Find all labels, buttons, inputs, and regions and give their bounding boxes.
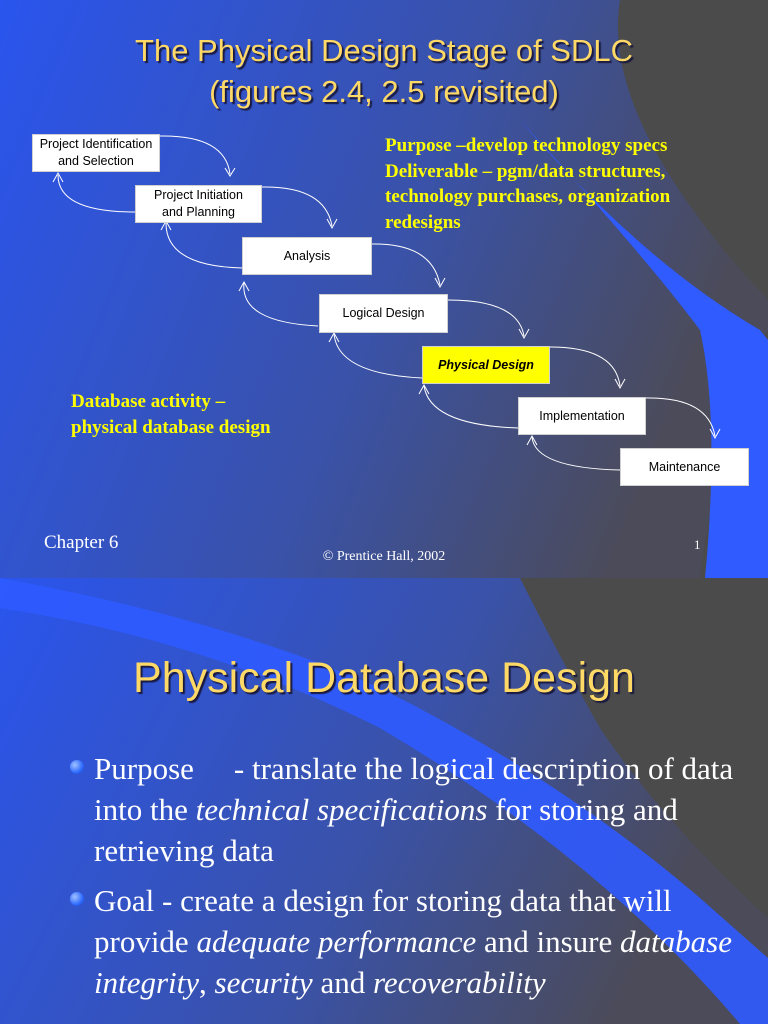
- bullet-list: [70, 748, 750, 1012]
- title-line-2: (figures 2.4, 2.5 revisited): [209, 74, 559, 109]
- stage-analysis: [242, 237, 372, 275]
- purpose-line: Purpose –develop technology specs: [385, 135, 668, 156]
- stage-physical-design: [422, 346, 550, 384]
- bullet-emphasis: database integrity: [94, 924, 732, 1000]
- bullet-text: and insure: [476, 924, 621, 959]
- stage-label: and Planning: [162, 205, 235, 219]
- stage-label: Analysis: [283, 248, 331, 263]
- page-number: 1: [694, 537, 701, 552]
- title-line-1: The Physical Design Stage of SDLC: [135, 33, 633, 68]
- purpose-line: redesigns: [385, 211, 461, 233]
- purpose-line: Deliverable – pgm/data structures,: [385, 160, 666, 182]
- stage-label: and Selection: [58, 154, 134, 168]
- stage-label: Maintenance: [648, 459, 721, 474]
- footer-chapter: Chapter 6: [44, 532, 119, 553]
- stage-label: Physical Design: [438, 357, 534, 372]
- stage-label: Logical Design: [342, 306, 425, 320]
- stage-logical-design: [319, 294, 448, 333]
- bullet-text: Goal - create a design for storing data that will provide: [94, 883, 672, 959]
- activity-line: physical database design: [71, 416, 271, 438]
- bullet-emphasis: adequate performance: [196, 924, 477, 959]
- bullet-text: - translate the logical description of data into the: [94, 751, 734, 827]
- bullet-emphasis: recoverability: [372, 965, 546, 1000]
- purpose-line: technology purchases, organization: [385, 186, 671, 207]
- activity-line: Database activity –: [71, 391, 226, 412]
- bullet-emphasis: security: [214, 965, 313, 1000]
- slide-2-title: Physical Database Design: [133, 654, 635, 702]
- bullet-text: for storing and retrieving data: [94, 792, 678, 868]
- database-activity-note: [71, 389, 371, 440]
- stage-label: Project Initiation: [154, 188, 243, 202]
- stage-maintenance: [620, 448, 749, 486]
- bullet-goal: [70, 880, 750, 1003]
- bullet-purpose: [70, 748, 750, 871]
- stage-label: Project Identification: [39, 137, 153, 151]
- bullet-text: ,: [199, 965, 215, 1000]
- stage-implementation: [518, 397, 646, 435]
- bullet-icon: [70, 892, 84, 906]
- bullet-text: and: [312, 965, 373, 1000]
- stage-project-identification: [32, 134, 160, 172]
- purpose-note: [385, 133, 755, 235]
- bullet-icon: [70, 760, 84, 774]
- stage-project-initiation: [135, 185, 262, 223]
- bullet-lead: Purpose: [94, 751, 194, 786]
- stage-label: Implementation: [539, 408, 625, 423]
- bullet-emphasis: technical specifications: [195, 792, 488, 827]
- footer-copyright: © Prentice Hall, 2002: [322, 549, 446, 564]
